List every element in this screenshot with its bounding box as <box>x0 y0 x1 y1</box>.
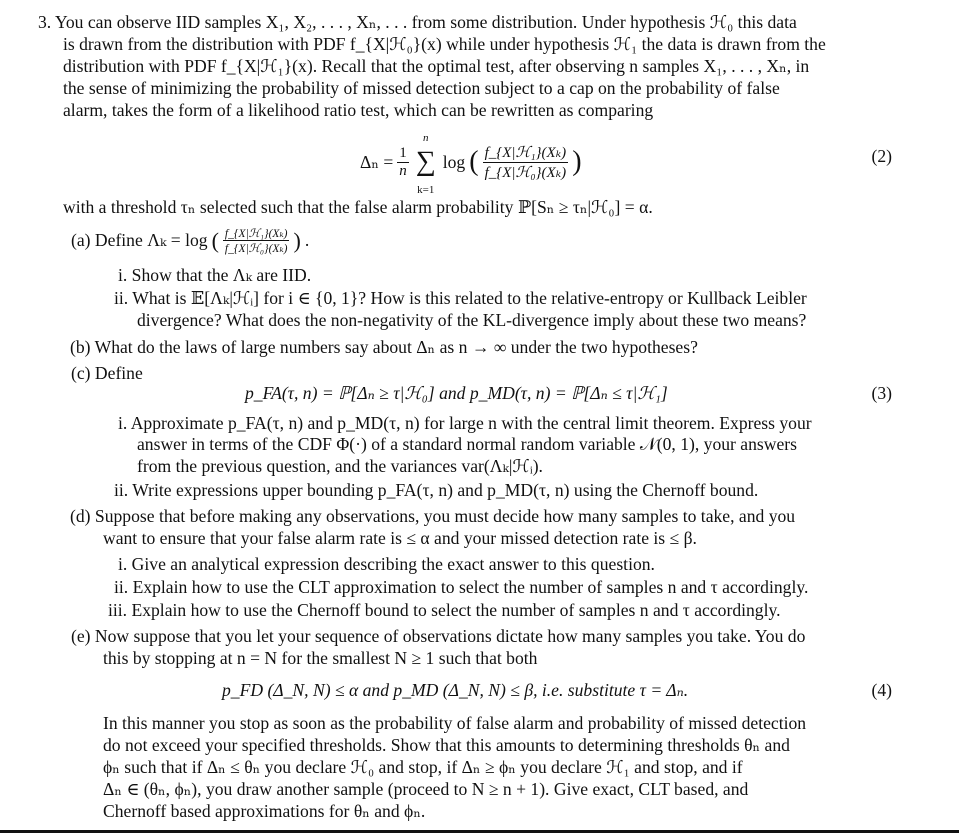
part-a-definition: (a) Define Λₖ = log ( $\frac{\text{f\_\{X|ℋ₁\}(Xₖ)}}{\text{f\_\{X|ℋ₀\}(Xₖ)}}$ ) . <box>71 227 310 255</box>
threshold-sentence: with a threshold τₙ selected such that the false alarm probability ℙ[Sₙ ≥ τₙ|ℋ₀] = α. <box>63 197 653 217</box>
equation-2: Δₙ = $\frac{1}{n}$ n ∑ k=1 log ( $\frac{\text{f\_\{X|ℋ₁\}(Xₖ)}}{\text{f\_\{X|ℋ₀\}(Xₖ)}}$ ) <box>360 132 582 196</box>
equation-3: p_FA(τ, n) = ℙ[Δₙ ≥ τ|ℋ₀] and p_MD(τ, n) = ℙ[Δₙ ≤ τ|ℋ₁] <box>245 383 668 403</box>
eq2-coefficient: $\frac{1}{n}$ <box>399 144 407 179</box>
equation-3-tag: (3) <box>871 383 892 403</box>
part-e-para-line-4: Δₙ ∈ (θₙ, ϕₙ), you draw another sample (proceed to N ≥ n + 1). Give exact, CLT based, and <box>103 779 749 799</box>
part-d-i: i. Give an analytical expression describing the exact answer to this question. <box>118 554 655 574</box>
part-a-i: i. Show that the Λₖ are IID. <box>118 265 312 285</box>
part-d-iii: iii. Explain how to use the Chernoff bound to select the number of samples n and τ accordingly. <box>108 600 781 620</box>
eq2-sum: n ∑ k=1 <box>415 132 436 196</box>
part-e-para-line-2: do not exceed your specified thresholds. Show that this amounts to determining thresholds θₙ and <box>103 735 790 755</box>
page-bottom-rule <box>0 830 959 833</box>
eq2-log: log <box>442 151 466 172</box>
part-c-i-line-2: answer in terms of the CDF Φ(·) of a standard normal random variable 𝒩(0, 1), your answers <box>137 434 797 454</box>
problem-line-2: is drawn from the distribution with PDF f_{X|ℋ₀}(x) while under hypothesis ℋ₁ the data is drawn from the <box>63 34 826 54</box>
part-e-line-1: (e) Now suppose that you let your sequence of observations dictate how many samples you take. You do <box>71 626 806 646</box>
part-e-para-line-1: In this manner you stop as soon as the probability of false alarm and probability of missed detection <box>103 713 807 733</box>
part-e-para-line-3: ϕₙ such that if Δₙ ≤ θₙ you declare ℋ₀ and stop, if Δₙ ≥ ϕₙ you declare ℋ₁ and stop, and if <box>103 757 743 777</box>
part-c-lead: (c) Define <box>71 363 143 383</box>
eq2-likelihood-ratio: $\frac{\text{f\_\{X|ℋ₁\}(Xₖ)}}{\text{f\_\{X|ℋ₀\}(Xₖ)}}$ <box>484 144 567 181</box>
part-b: (b) What do the laws of large numbers say about Δₙ as n → ∞ under the two hypotheses? <box>70 337 698 357</box>
problem-line-5: alarm, takes the form of a likelihood ratio test, which can be rewritten as comparing <box>63 100 654 120</box>
problem-line-1: 3. You can observe IID samples X₁, X₂, . . . , Xₙ, . . . from some distribution. Under hypothesis ℋ₀ this data <box>38 12 797 32</box>
part-e-line-2: this by stopping at n = N for the smallest N ≥ 1 such that both <box>103 648 538 668</box>
problem-line-4: the sense of minimizing the probability of missed detection subject to a cap on the probability of false <box>63 78 780 98</box>
part-d-ii: ii. Explain how to use the CLT approximation to select the number of samples n and τ accordingly. <box>114 577 809 597</box>
equation-4-tag: (4) <box>871 680 892 700</box>
part-c-ii: ii. Write expressions upper bounding p_FA(τ, n) and p_MD(τ, n) using the Chernoff bound. <box>114 480 759 500</box>
part-c-i-line-1: i. Approximate p_FA(τ, n) and p_MD(τ, n) for large n with the central limit theorem. Express your <box>118 413 812 433</box>
equation-2-tag: (2) <box>871 146 892 166</box>
part-d-line-2: want to ensure that your false alarm rate is ≤ α and your missed detection rate is ≤ β. <box>103 528 697 548</box>
equation-4: p_FD (Δ_N, N) ≤ α and p_MD (Δ_N, N) ≤ β, i.e. substitute τ = Δₙ. <box>222 680 689 700</box>
problem-line-3: distribution with PDF f_{X|ℋ₁}(x). Recall that the optimal test, after observing n samples X₁, . . . , Xₙ, in <box>63 56 810 76</box>
part-a-ii-line-1: ii. What is 𝔼[Λₖ|ℋᵢ] for i ∈ {0, 1}? How is this related to the relative-entropy or Kullback Leibler <box>114 288 807 308</box>
part-e-para-line-5: Chernoff based approximations for θₙ and ϕₙ. <box>103 801 426 821</box>
part-a-ii-line-2: divergence? What does the non-negativity of the KL-divergence imply about these two means? <box>137 310 807 330</box>
eq2-lhs: Δₙ = <box>360 151 394 172</box>
part-c-i-line-3: from the previous question, and the variances var(Λₖ|ℋᵢ). <box>137 456 543 476</box>
part-d-line-1: (d) Suppose that before making any observations, you must decide how many samples to take, and you <box>70 506 796 526</box>
